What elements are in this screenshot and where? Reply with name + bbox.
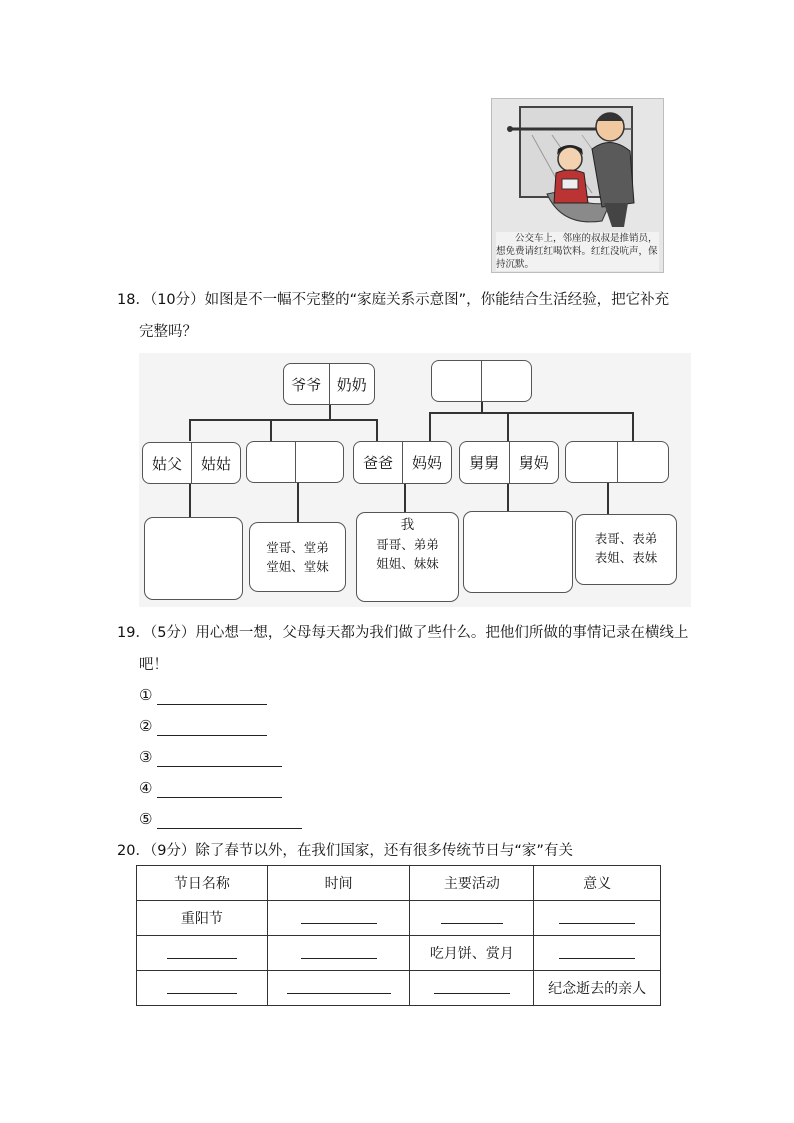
label-grandmother: 奶奶: [329, 364, 375, 404]
item-number-1: ①: [139, 686, 153, 704]
item-number-5: ⑤: [139, 810, 153, 828]
blank-line-1[interactable]: [157, 689, 267, 705]
label-father: 爸爸: [362, 454, 393, 472]
answer-line-4[interactable]: [139, 778, 282, 798]
answer-line-3[interactable]: [139, 747, 282, 767]
box-maternal-aunt-couple-blank[interactable]: [565, 441, 669, 483]
cell-blank-time[interactable]: [267, 971, 410, 1006]
box-maternal-grandparents-blank[interactable]: [431, 360, 532, 402]
festival-table: [136, 865, 661, 1006]
item-number-4: ④: [139, 779, 153, 797]
cartoon-caption: 公交车上，邻座的叔叔是推销员，想免费请红红喝饮料。红红没吭声，保持沉默。: [496, 233, 658, 270]
box-maternal-cousins: [575, 514, 677, 585]
answer-line-2[interactable]: [139, 716, 267, 736]
cell-meaning: 纪念逝去的亲人: [534, 971, 661, 1006]
box-cousins-blank[interactable]: [144, 517, 243, 600]
question-18-text: 18．（10分）如图是不一幅不完整的“家庭关系示意图”，你能结合生活经验，把它补充: [117, 292, 670, 308]
cell-blank-festival-name[interactable]: [137, 936, 268, 971]
bus-scene-drawing: [492, 99, 663, 232]
label-grandfather: 爷爷: [291, 375, 322, 394]
header-festival-name: 节日名称: [137, 866, 268, 901]
label-paternal-cousins-female: 堂姐、堂妹: [266, 559, 329, 574]
box-paternal-grandparents: [283, 363, 375, 405]
label-maternal-cousins-male: 表哥、表弟: [594, 531, 658, 546]
cell-blank-activity[interactable]: [410, 971, 534, 1006]
question-18-text-cont: 完整吗？: [139, 324, 197, 340]
blank-line-3[interactable]: [157, 751, 282, 767]
box-paternal-cousins: [249, 522, 346, 592]
label-siblings-male: 哥哥、弟弟: [376, 537, 439, 552]
question-20-text: 20．（9分）除了春节以外，在我们国家，还有很多传统节日与“家”有关: [117, 843, 573, 859]
label-paternal-cousins-male: 堂哥、堂弟: [266, 540, 329, 555]
label-aunt: 姑姑: [191, 443, 240, 483]
blank-line-2[interactable]: [157, 720, 267, 736]
answer-line-1[interactable]: [139, 685, 267, 705]
blank-line-5[interactable]: [157, 813, 302, 829]
cell-blank-activity[interactable]: [410, 901, 534, 936]
header-main-activity: 主要活动: [410, 866, 534, 901]
item-number-3: ③: [139, 748, 153, 766]
cartoon-illustration: [491, 98, 664, 273]
cell-blank-meaning[interactable]: [534, 901, 661, 936]
box-parents: [353, 441, 452, 484]
cell-blank-festival-name[interactable]: [137, 971, 268, 1006]
label-me: 我: [400, 517, 415, 533]
label-mother: 妈妈: [402, 442, 451, 483]
label-siblings-female: 姐姐、妹妹: [376, 556, 439, 571]
label-aunt-husband: 姑父: [151, 454, 182, 473]
cell-festival-name: 重阳节: [137, 901, 268, 936]
table-header-row: [137, 866, 661, 901]
cell-activity: 吃月饼、赏月: [410, 936, 534, 971]
label-maternal-uncle-wife: 舅妈: [509, 442, 559, 483]
question-19-text-cont: 吧！: [139, 657, 168, 673]
label-maternal-uncle: 舅舅: [469, 454, 500, 472]
box-uncle-couple-blank[interactable]: [246, 441, 344, 483]
box-maternal-cousins-blank[interactable]: [463, 511, 573, 593]
blank-maternal-aunt-husband[interactable]: [566, 442, 617, 482]
header-time: 时间: [267, 866, 410, 901]
family-tree-diagram: [139, 353, 691, 607]
blank-maternal-aunt[interactable]: [617, 442, 669, 482]
label-maternal-cousins-female: 表姐、表妹: [594, 550, 658, 565]
item-number-2: ②: [139, 717, 153, 735]
cell-blank-time[interactable]: [267, 901, 410, 936]
box-me-siblings: [356, 512, 459, 602]
box-aunt-couple: [142, 442, 241, 484]
blank-line-4[interactable]: [157, 782, 282, 798]
question-19-text: 19．（5分）用心想一想，父母每天都为我们做了些什么。把他们所做的事情记录在横线上: [117, 625, 689, 641]
table-row: [137, 936, 661, 971]
blank-uncle-wife[interactable]: [295, 442, 344, 482]
blank-maternal-grandmother[interactable]: [481, 361, 531, 401]
header-meaning: 意义: [534, 866, 661, 901]
box-maternal-uncle-couple: [459, 441, 559, 484]
table-row: [137, 901, 661, 936]
blank-uncle[interactable]: [247, 442, 295, 482]
table-row: [137, 971, 661, 1006]
cell-blank-meaning[interactable]: [534, 936, 661, 971]
blank-maternal-grandfather[interactable]: [432, 361, 481, 401]
cell-blank-time[interactable]: [267, 936, 410, 971]
answer-line-5[interactable]: [139, 809, 302, 829]
